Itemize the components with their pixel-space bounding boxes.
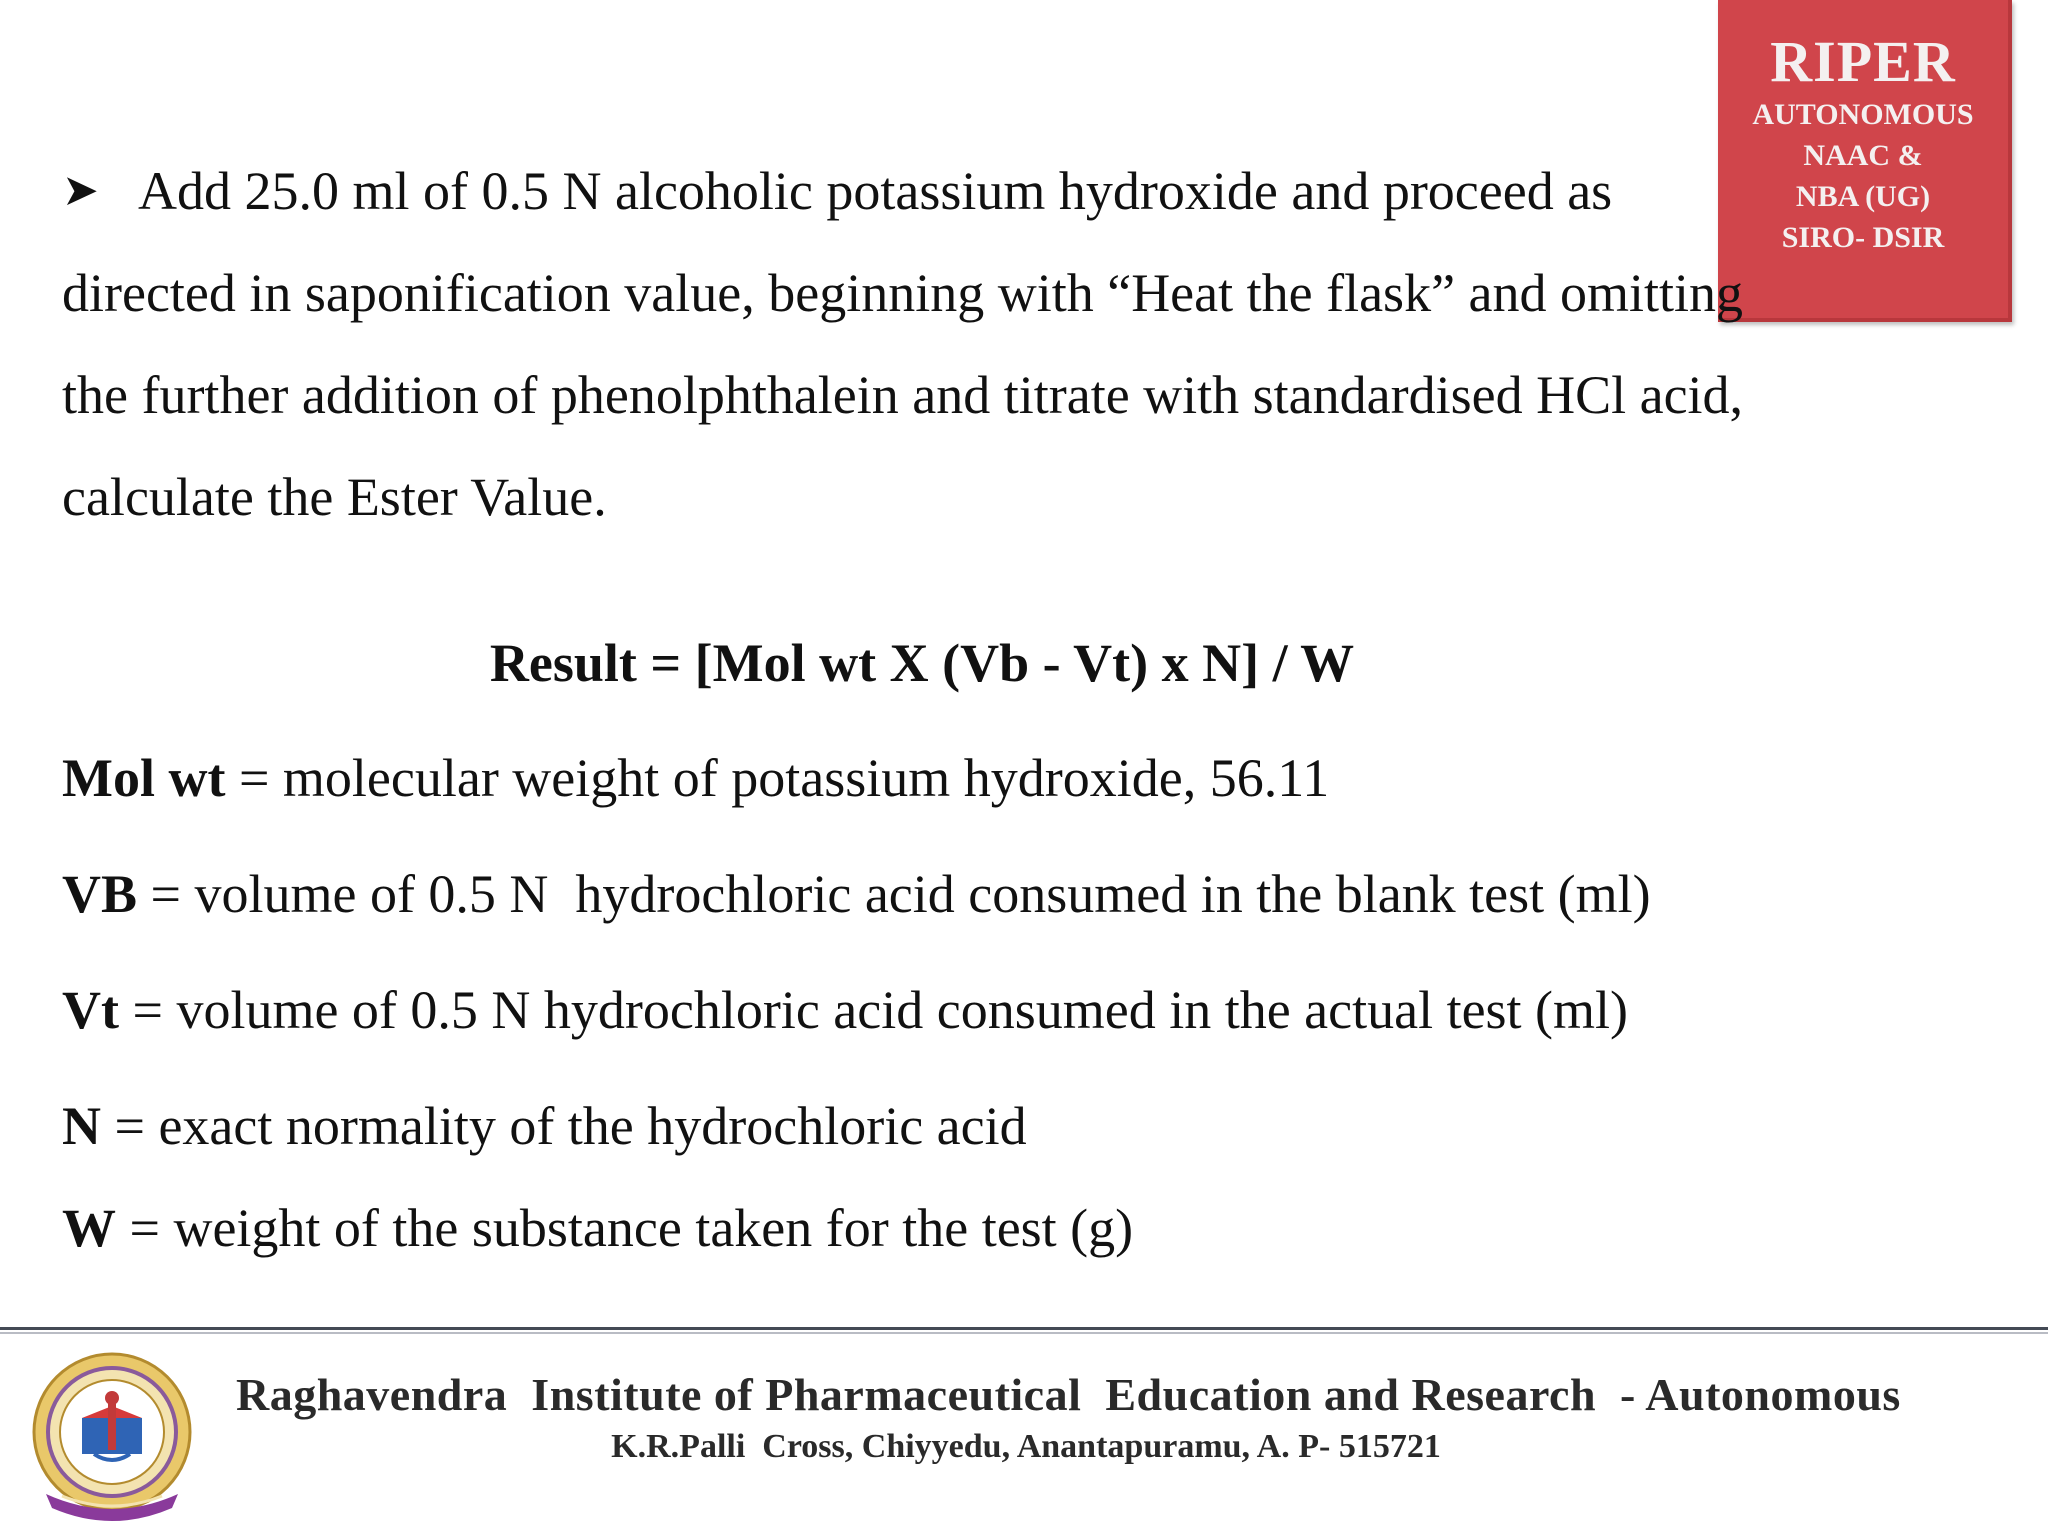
footer-divider (0, 1327, 2048, 1330)
definition-term: Mol wt (62, 748, 226, 808)
arrow-bullet-icon: ➤ (62, 166, 99, 215)
procedure-paragraph (62, 140, 1842, 548)
definition-mol-wt (62, 743, 1329, 813)
footer-text (236, 1366, 2016, 1470)
result-formula: Result = [Mol wt X (Vb - Vt) x N] / W (489, 633, 1355, 693)
footer-divider-shadow (0, 1332, 2048, 1334)
definition-text: = molecular weight of potassium hydroxide, 56.11 (225, 748, 1330, 808)
definition-n (62, 1091, 1027, 1161)
definition-term: N (62, 1096, 101, 1156)
definition-w (62, 1193, 1133, 1263)
definition-term: VB (62, 864, 138, 924)
definition-text: = exact normality of the hydrochloric acid (101, 1096, 1027, 1156)
definition-text: = weight of the substance taken for the test (g) (116, 1198, 1134, 1258)
paragraph-line-1: Add 25.0 ml of 0.5 N alcoholic potassium hydroxide and proceed as (138, 161, 1613, 221)
badge-title: RIPER (1770, 29, 1956, 94)
badge-line-nba: NBA (UG) (1795, 180, 1931, 213)
paragraph-line-2: directed in saponification value, beginning with “Heat the flask” and omitting (62, 263, 1744, 323)
badge-line-autonomous: AUTONOMOUS (1752, 98, 1974, 131)
paragraph-line-3: the further addition of phenolphthalein and titrate with standardised HCl acid, (62, 365, 1744, 425)
definition-text: = volume of 0.5 N hydrochloric acid consumed in the blank test (ml) (137, 864, 1651, 924)
paragraph-line-4: calculate the Ester Value. (62, 467, 607, 527)
definition-term: W (62, 1198, 116, 1258)
definition-vt (62, 975, 1628, 1045)
badge-line-siro: SIRO- DSIR (1781, 221, 1945, 254)
institute-emblem-icon (22, 1348, 202, 1528)
badge-line-naac: NAAC & (1803, 139, 1923, 172)
definition-term: Vt (62, 980, 119, 1040)
institute-address: K.R.Palli Cross, Chiyyedu, Anantapuramu, A. P- 515721 (611, 1428, 1441, 1465)
definition-text: = volume of 0.5 N hydrochloric acid consumed in the actual test (ml) (118, 980, 1629, 1040)
institute-name: Raghavendra Institute of Pharmaceutical Education and Research - Autonomous (236, 1369, 1901, 1420)
definition-vb (62, 859, 1651, 929)
